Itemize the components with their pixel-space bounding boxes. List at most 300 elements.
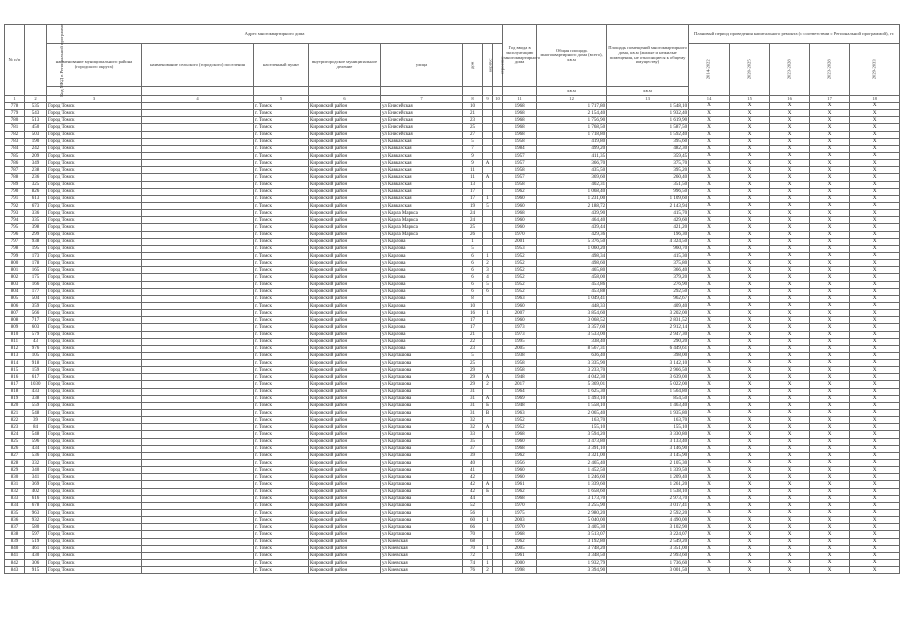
cell-year: 1962	[503, 188, 537, 195]
cell-building	[483, 231, 493, 238]
cell-district: Кировский район	[309, 174, 381, 181]
cell-municipality: Город Томск	[47, 338, 142, 345]
cell-year: 1938	[503, 352, 537, 359]
cell-num: 812	[5, 345, 25, 352]
cell-num: 786	[5, 160, 25, 167]
cell-code: 175	[25, 274, 47, 281]
cell-municipality: Город Томск	[47, 510, 142, 517]
cell-district: Кировский район	[309, 545, 381, 552]
table-row	[5, 495, 900, 502]
cell-settlement	[142, 110, 254, 117]
cell-period-mark: X	[850, 331, 900, 338]
cell-locality: г. Томск	[254, 260, 309, 267]
cell-period-mark: X	[810, 345, 850, 352]
cell-house: 6	[463, 281, 483, 288]
header-unit-area-2: кв.м	[607, 87, 689, 96]
table-row	[5, 174, 900, 181]
cell-code: 336	[25, 210, 47, 217]
cell-building: 1	[483, 195, 493, 202]
cell-period-mark: X	[770, 517, 810, 524]
cell-year: 1952	[503, 288, 537, 295]
cell-period-mark: X	[730, 238, 770, 245]
cell-settlement	[142, 474, 254, 481]
cell-municipality: Город Томск	[47, 345, 142, 352]
cell-period-mark: X	[770, 188, 810, 195]
table-row	[5, 267, 900, 274]
cell-municipality: Город Томск	[47, 367, 142, 374]
cell-street: ул Карла Маркса	[381, 224, 463, 231]
cell-building: А	[483, 424, 493, 431]
cell-living-area: 395,60	[607, 138, 689, 145]
cell-period-mark: X	[689, 438, 730, 445]
cell-municipality: Город Томск	[47, 374, 142, 381]
cell-total-area: 1 756,90	[537, 117, 607, 124]
cell-living-area: 1 463,40	[607, 402, 689, 409]
cell-settlement	[142, 260, 254, 267]
cell-settlement	[142, 424, 254, 431]
cell-period-mark: X	[810, 352, 850, 359]
cell-street: ул Кавказская	[381, 181, 463, 188]
cell-period-mark: X	[810, 474, 850, 481]
cell-house: 17	[463, 188, 483, 195]
cell-district: Кировский район	[309, 338, 381, 345]
cell-living-area: 2 549,20	[607, 538, 689, 545]
cell-structure	[493, 274, 503, 281]
cell-structure	[493, 124, 503, 131]
table-row	[5, 167, 900, 174]
cell-code: 596	[25, 438, 47, 445]
cell-house: 24	[463, 217, 483, 224]
cell-period-mark: X	[850, 445, 900, 452]
cell-period-mark: X	[770, 367, 810, 374]
cell-period-mark: X	[850, 210, 900, 217]
cell-building	[483, 295, 493, 302]
cell-period-mark: X	[730, 195, 770, 202]
table-row	[5, 431, 900, 438]
cell-structure	[493, 324, 503, 331]
cell-period-mark: X	[689, 388, 730, 395]
table-row	[5, 152, 900, 159]
cell-locality: г. Томск	[254, 560, 309, 567]
table-row	[5, 231, 900, 238]
cell-period-mark: X	[770, 345, 810, 352]
cell-municipality: Город Томск	[47, 517, 142, 524]
cell-period-mark: X	[770, 195, 810, 202]
cell-building	[483, 167, 493, 174]
cell-num: 792	[5, 202, 25, 209]
cell-locality: г. Томск	[254, 524, 309, 531]
cell-settlement	[142, 138, 254, 145]
cell-period-mark: X	[689, 245, 730, 252]
cell-period-mark: X	[689, 145, 730, 152]
cell-building: Б	[483, 402, 493, 409]
cell-house: 33	[463, 431, 483, 438]
cell-building: 4	[483, 274, 493, 281]
cell-period-mark: X	[810, 517, 850, 524]
cell-locality: г. Томск	[254, 352, 309, 359]
cell-street: ул Карташова	[381, 517, 463, 524]
cell-living-area: 359,45	[607, 152, 689, 159]
cell-num: 783	[5, 138, 25, 145]
cell-street: ул Кавказская	[381, 160, 463, 167]
cell-period-mark: X	[730, 360, 770, 367]
cell-house: 8	[463, 295, 483, 302]
cell-period-mark: X	[689, 217, 730, 224]
cell-num: 816	[5, 374, 25, 381]
cell-period-mark: X	[770, 310, 810, 317]
cell-street: ул Карлова	[381, 245, 463, 252]
cell-period-mark: X	[770, 338, 810, 345]
table-row	[5, 345, 900, 352]
cell-municipality: Город Томск	[47, 410, 142, 417]
cell-municipality: Город Томск	[47, 231, 142, 238]
cell-living-area: 421,20	[607, 224, 689, 231]
cell-building	[483, 502, 493, 509]
cell-total-area: 3 233,70	[537, 367, 607, 374]
cell-structure	[493, 317, 503, 324]
cell-street: ул Киевская	[381, 567, 463, 574]
cell-building	[483, 245, 493, 252]
cell-structure	[493, 310, 503, 317]
cell-building: 2	[483, 381, 493, 388]
header-house: дом	[463, 44, 483, 87]
header-settlement: наименование сельского (городского) поселения	[142, 44, 254, 87]
cell-structure	[493, 281, 503, 288]
cell-street: ул Енисейская	[381, 131, 463, 138]
cell-living-area: 1 736,60	[607, 560, 689, 567]
cell-house: 42	[463, 481, 483, 488]
cell-period-mark: X	[689, 110, 730, 117]
cell-district: Кировский район	[309, 295, 381, 302]
cell-structure	[493, 524, 503, 531]
table-row	[5, 138, 900, 145]
cell-period-mark: X	[850, 174, 900, 181]
cell-num: 789	[5, 181, 25, 188]
cell-code: 242	[25, 145, 47, 152]
cell-structure	[493, 245, 503, 252]
cell-period-mark: X	[810, 524, 850, 531]
cell-district: Кировский район	[309, 167, 381, 174]
cell-living-area: 854,50	[607, 395, 689, 402]
cell-period-mark: X	[689, 174, 730, 181]
cell-code: 173	[25, 252, 47, 259]
cell-building	[483, 217, 493, 224]
cell-period-mark: X	[850, 495, 900, 502]
cell-house: 31	[463, 402, 483, 409]
cell-period-mark: X	[850, 545, 900, 552]
cell-municipality: Город Томск	[47, 467, 142, 474]
cell-house: 29	[463, 374, 483, 381]
cell-living-area: 3 330,80	[607, 431, 689, 438]
cell-period-mark: X	[730, 202, 770, 209]
cell-settlement	[142, 331, 254, 338]
cell-district: Кировский район	[309, 467, 381, 474]
cell-year: 1995	[503, 338, 537, 345]
cell-house: 19	[463, 202, 483, 209]
cell-street: ул Кавказская	[381, 188, 463, 195]
cell-locality: г. Томск	[254, 167, 309, 174]
cell-living-area: 1 564,80	[607, 388, 689, 395]
cell-period-mark: X	[810, 360, 850, 367]
cell-num: 835	[5, 510, 25, 517]
cell-year: 1968	[503, 117, 537, 124]
cell-period-mark: X	[770, 538, 810, 545]
cell-house: 9	[463, 160, 483, 167]
cell-period-mark: X	[850, 467, 900, 474]
cell-building	[483, 360, 493, 367]
cell-period-mark: X	[730, 438, 770, 445]
cell-period-mark: X	[689, 324, 730, 331]
cell-house: 23	[463, 117, 483, 124]
table-row	[5, 524, 900, 531]
cell-period-mark: X	[810, 552, 850, 559]
cell-num: 799	[5, 252, 25, 259]
cell-settlement	[142, 145, 254, 152]
cell-code: 535	[25, 103, 47, 110]
cell-street: ул Карташова	[381, 502, 463, 509]
cell-period-mark: X	[810, 502, 850, 509]
column-number: 10	[493, 96, 503, 103]
cell-street: ул Карлова	[381, 260, 463, 267]
cell-period-mark: X	[730, 410, 770, 417]
cell-living-area: 409,40	[607, 302, 689, 309]
cell-total-area: 458,00	[537, 274, 607, 281]
cell-building: А	[483, 174, 493, 181]
cell-district: Кировский район	[309, 388, 381, 395]
cell-settlement	[142, 502, 254, 509]
table-row	[5, 224, 900, 231]
cell-house: 17	[463, 317, 483, 324]
cell-period-mark: X	[730, 545, 770, 552]
cell-code: 190	[25, 138, 47, 145]
cell-code: 504	[25, 295, 47, 302]
cell-code: 717	[25, 317, 47, 324]
table-row	[5, 260, 900, 267]
cell-settlement	[142, 124, 254, 131]
cell-street: ул Карлова	[381, 345, 463, 352]
cell-period-mark: X	[850, 410, 900, 417]
cell-street: ул Карташова	[381, 467, 463, 474]
cell-municipality: Город Томск	[47, 360, 142, 367]
cell-year: 1952	[503, 252, 537, 259]
cell-period-mark: X	[689, 252, 730, 259]
cell-total-area: 3 394,90	[537, 567, 607, 574]
cell-period-mark: X	[730, 388, 770, 395]
cell-municipality: Город Томск	[47, 202, 142, 209]
cell-year: 1960	[503, 317, 537, 324]
cell-locality: г. Томск	[254, 345, 309, 352]
cell-period-mark: X	[810, 367, 850, 374]
cell-period-mark: X	[730, 124, 770, 131]
cell-code: 335	[25, 217, 47, 224]
cell-period-mark: X	[730, 103, 770, 110]
cell-district: Кировский район	[309, 195, 381, 202]
cell-num: 809	[5, 324, 25, 331]
cell-house: 37	[463, 445, 483, 452]
cell-municipality: Город Томск	[47, 267, 142, 274]
cell-street: ул Карташова	[381, 488, 463, 495]
cell-code: 433	[25, 388, 47, 395]
cell-total-area: 1 932,79	[537, 560, 607, 567]
cell-settlement	[142, 267, 254, 274]
cell-total-area: 3 192,80	[537, 538, 607, 545]
cell-structure	[493, 138, 503, 145]
cell-street: ул Карташова	[381, 495, 463, 502]
cell-num: 795	[5, 224, 25, 231]
cell-period-mark: X	[850, 510, 900, 517]
cell-district: Кировский район	[309, 538, 381, 545]
cell-num: 784	[5, 145, 25, 152]
cell-num: 801	[5, 267, 25, 274]
cell-municipality: Город Томск	[47, 131, 142, 138]
cell-municipality: Город Томск	[47, 124, 142, 131]
cell-year: 1958	[503, 360, 537, 367]
cell-total-area: 448,33	[537, 302, 607, 309]
cell-locality: г. Томск	[254, 252, 309, 259]
cell-locality: г. Томск	[254, 381, 309, 388]
cell-municipality: Город Томск	[47, 260, 142, 267]
cell-settlement	[142, 531, 254, 538]
cell-code: 84	[25, 424, 47, 431]
cell-house: 5	[463, 352, 483, 359]
cell-street: ул Карташова	[381, 424, 463, 431]
cell-living-area: 379,20	[607, 274, 689, 281]
cell-period-mark: X	[850, 502, 900, 509]
cell-period-mark: X	[770, 460, 810, 467]
cell-locality: г. Томск	[254, 545, 309, 552]
cell-period-mark: X	[850, 424, 900, 431]
cell-year: 1968	[503, 124, 537, 131]
cell-living-area: 2 973,70	[607, 495, 689, 502]
cell-district: Кировский район	[309, 474, 381, 481]
cell-living-area: 1 209,40	[607, 474, 689, 481]
cell-total-area: 1 246,60	[537, 474, 607, 481]
cell-district: Кировский район	[309, 360, 381, 367]
cell-year: 1963	[503, 410, 537, 417]
cell-year: 1952	[503, 281, 537, 288]
cell-municipality: Город Томск	[47, 274, 142, 281]
cell-code: 461	[25, 545, 47, 552]
cell-locality: г. Томск	[254, 110, 309, 117]
cell-num: 806	[5, 302, 25, 309]
cell-period-mark: X	[689, 360, 730, 367]
column-number: 12	[537, 96, 607, 103]
cell-num: 794	[5, 217, 25, 224]
cell-living-area: 1 592,40	[607, 131, 689, 138]
cell-street: ул Карлова	[381, 331, 463, 338]
cell-period-mark: X	[850, 460, 900, 467]
cell-district: Кировский район	[309, 274, 381, 281]
cell-period-mark: X	[730, 502, 770, 509]
cell-settlement	[142, 210, 254, 217]
cell-settlement	[142, 524, 254, 531]
cell-period-mark: X	[810, 402, 850, 409]
cell-street: ул Карташова	[381, 431, 463, 438]
cell-house: 74	[463, 560, 483, 567]
cell-living-area: 3 142,10	[607, 360, 689, 367]
cell-period-mark: X	[730, 181, 770, 188]
cell-period-mark: X	[770, 424, 810, 431]
cell-period-mark: X	[810, 145, 850, 152]
cell-structure	[493, 352, 503, 359]
cell-period-mark: X	[770, 381, 810, 388]
cell-year: 1958	[503, 367, 537, 374]
cell-municipality: Город Томск	[47, 217, 142, 224]
cell-street: ул Кавказская	[381, 167, 463, 174]
cell-building	[483, 367, 493, 374]
cell-house: 10	[463, 103, 483, 110]
cell-period-mark: X	[730, 324, 770, 331]
cell-period-mark: X	[770, 531, 810, 538]
cell-year: 1970	[503, 231, 537, 238]
cell-living-area: 1 548,10	[607, 103, 689, 110]
cell-living-area: 290,20	[607, 338, 689, 345]
cell-building: 1	[483, 545, 493, 552]
cell-year: 1968	[503, 110, 537, 117]
cell-period-mark: X	[689, 481, 730, 488]
table-row	[5, 360, 900, 367]
cell-period-mark: X	[850, 138, 900, 145]
cell-code: 597	[25, 531, 47, 538]
cell-district: Кировский район	[309, 367, 381, 374]
cell-district: Кировский район	[309, 245, 381, 252]
cell-house: 24	[463, 210, 483, 217]
table-row	[5, 388, 900, 395]
cell-building: 1	[483, 310, 493, 317]
cell-living-area: 1 538,10	[607, 488, 689, 495]
cell-street: ул Енисейская	[381, 124, 463, 131]
cell-locality: г. Томск	[254, 445, 309, 452]
cell-street: ул Карлова	[381, 302, 463, 309]
cell-municipality: Город Томск	[47, 195, 142, 202]
cell-period-mark: X	[730, 474, 770, 481]
cell-period-mark: X	[689, 467, 730, 474]
cell-year: 1998	[503, 567, 537, 574]
cell-period-mark: X	[689, 267, 730, 274]
cell-period-mark: X	[730, 160, 770, 167]
table-row	[5, 281, 900, 288]
cell-code: 548	[25, 410, 47, 417]
cell-living-area: 2 831,52	[607, 317, 689, 324]
cell-house: 32	[463, 417, 483, 424]
table-row	[5, 424, 900, 431]
cell-house: 31	[463, 410, 483, 417]
cell-period-mark: X	[810, 488, 850, 495]
cell-period-mark: X	[689, 131, 730, 138]
cell-district: Кировский район	[309, 260, 381, 267]
cell-period-mark: X	[810, 481, 850, 488]
column-number: 18	[850, 96, 900, 103]
cell-municipality: Город Томск	[47, 552, 142, 559]
cell-year: 1952	[503, 417, 537, 424]
cell-period-mark: X	[689, 224, 730, 231]
cell-year: 1963	[503, 295, 537, 302]
cell-period-mark: X	[730, 517, 770, 524]
cell-living-area: 482,30	[607, 145, 689, 152]
column-number: 15	[730, 96, 770, 103]
cell-total-area: 1 717,80	[537, 103, 607, 110]
cell-num: 778	[5, 103, 25, 110]
cell-house: 29	[463, 367, 483, 374]
cell-code: 678	[25, 502, 47, 509]
cell-code: 332	[25, 460, 47, 467]
cell-living-area: 2 592,20	[607, 510, 689, 517]
cell-total-area: 3 335,90	[537, 360, 607, 367]
cell-num: 821	[5, 410, 25, 417]
cell-num: 840	[5, 545, 25, 552]
cell-settlement	[142, 560, 254, 567]
cell-num: 811	[5, 338, 25, 345]
